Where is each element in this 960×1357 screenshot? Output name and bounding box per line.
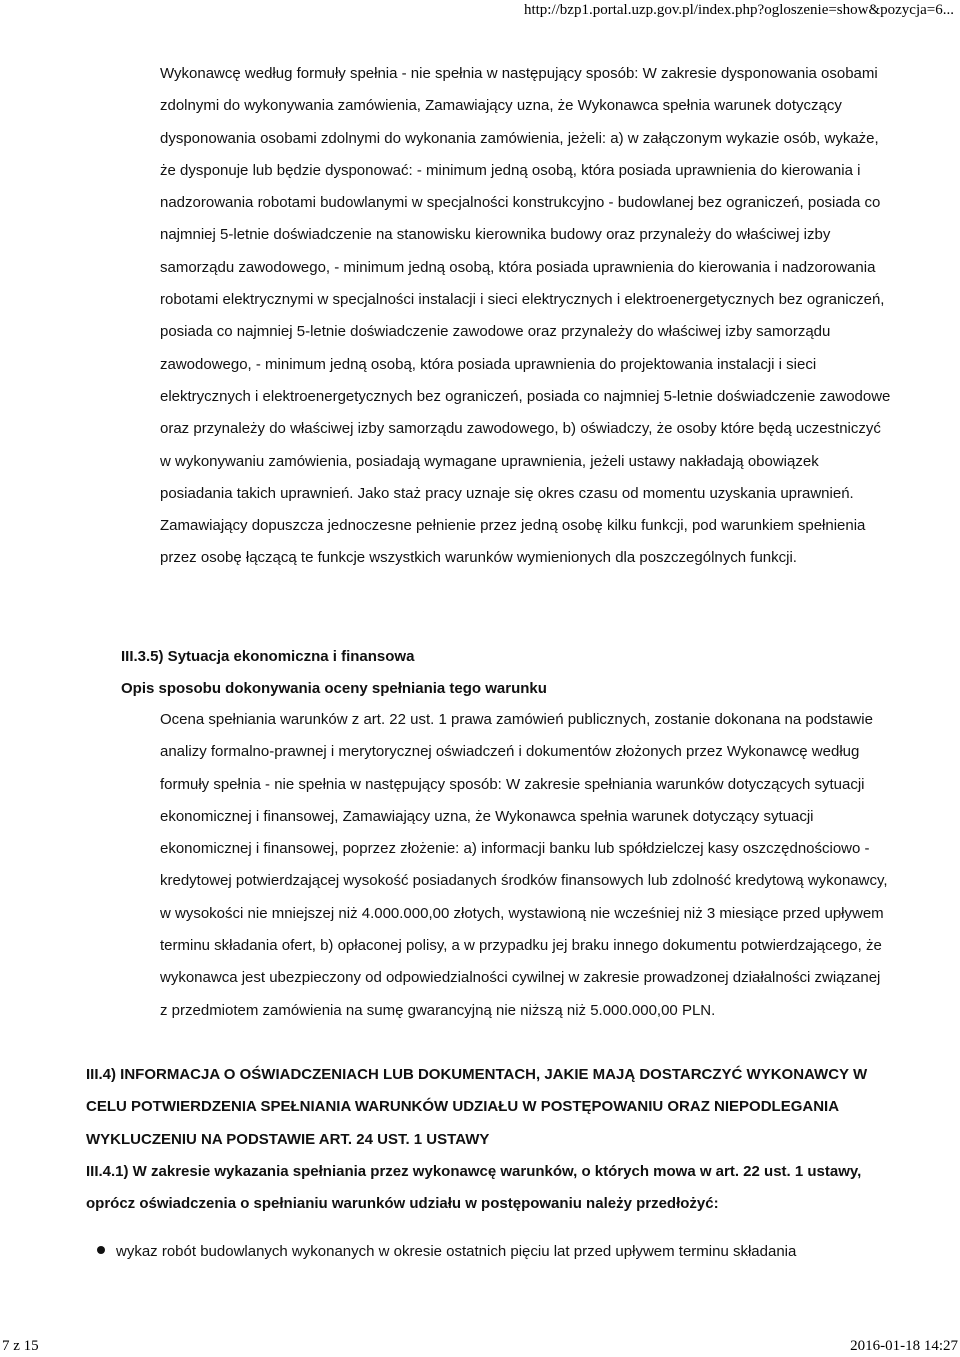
subsection-heading-documents: III.4.1) W zakresie wykazania spełniania przez wykonawcę warunków, o których mowa w art. 22 ust. 1 ustawy, oprócz oświadczenia o spełnianiu warunków udziału w postępowaniu należy przedłożyć: — [86, 1163, 862, 1213]
section-subheading-assessment: Opis sposobu dokonywania oceny spełniania tego warunku — [121, 680, 547, 697]
section-heading-economic: III.3.5) Sytuacja ekonomiczna i finansowa — [121, 648, 415, 665]
page-number: 7 z 15 — [2, 1338, 39, 1354]
paragraph-economic-conditions: Ocena spełniania warunków z art. 22 ust. 1 prawa zamówień publicznych, zostanie dokonana na podstawie analizy formalno-prawnej i merytorycznej oświadczeń i dokumentów złożonych przez Wykonawcę według formuły spełnia - nie spełnia w następujący sposób: W zakresie spełniania warunków dotyczących sytuacji ekonomicznej i finansowej, Zamawiający uzna, że Wykonawca spełnia warunek dotyczący sytuacji ekonomicznej i finansowej, poprzez złożenie: a) informacji banku lub spółdzielczej kasy oszczędnościowo - kredytowej potwierdzającej wysokość posiadanych środków finansowych lub zdolność kredytową wykonawcy, w wysokości nie mniejszej niż 4.000.000,00 złotych, wystawioną nie wcześniej niż 3 miesiące przed upływem terminu składania ofert, b) opłaconej polisy, a w przypadku jej braku innego dokumentu potwierdzającego, że wykonawca jest ubezpieczony od odpowiedzialności cywilnej w zakresie prowadzonej działalności związanej z przedmiotem zamówienia na sumę gwarancyjną nie niższą niż 5.000.000,00 PLN. — [160, 711, 888, 1019]
list-item: wykaz robót budowlanych wykonanych w okresie ostatnich pięciu lat przed upływem terminu składania — [116, 1243, 797, 1260]
bullet-marker — [97, 1246, 105, 1254]
section-heading-documents: III.4) INFORMACJA O OŚWIADCZENIACH LUB DOKUMENTACH, JAKIE MAJĄ DOSTARCZYĆ WYKONAWCY W CELU POTWIERDZENIA SPEŁNIANIA WARUNKÓW UDZIAŁU W POSTĘPOWANIU ORAZ NIEPODLEGANIA WYKLUCZENIU NA PODSTAWIE ART. 24 UST. 1 USTAWY — [86, 1066, 868, 1148]
paragraph-personnel-conditions: Wykonawcę według formuły spełnia - nie spełnia w następujący sposób: W zakresie dysponowania osobami zdolnymi do wykonywania zamówienia, Zamawiający uzna, że Wykonawca spełnia warunek dotyczący dysponowania osobami zdolnymi do wykonania zamówienia, jeżeli: a) w załączonym wykazie osób, wykaże, że dysponuje lub będzie dysponować: - minimum jedną osobą, która posiada uprawnienia do kierowania i nadzorowania robotami budowlanymi w specjalności konstrukcyjno - budowlanej bez ograniczeń, posiada co najmniej 5-letnie doświadczenie na stanowisku kierownika budowy oraz przynależy do właściwej izby samorządu zawodowego, - minimum jedną osobą, która posiada uprawnienia do kierowania i nadzorowania robotami elektrycznymi w specjalności instalacji i sieci elektrycznych i elektroenergetycznych bez ograniczeń, posiada co najmniej 5-letnie doświadczenie zawodowe oraz przynależy do właściwej izby samorządu zawodowego, - minimum jedną osobą, która posiada uprawnienia do projektowania instalacji i sieci elektrycznych i elektroenergetycznych bez ograniczeń, posiada co najmniej 5-letnie doświadczenie zawodowe oraz przynależy do właściwej izby samorządu zawodowego, b) oświadczy, że osoby które będą uczestniczyć w wykonywaniu zamówienia, posiadają wymagane uprawnienia, jeżeli ustawy nakładają obowiązek posiadania takich uprawnień. Jako staż pracy uznaje się okres czasu od momentu uzyskania uprawnień. Zamawiający dopuszcza jednoczesne pełnienie przez jedną osobę kilku funkcji, pod warunkiem spełnienia przez osobę łączącą te funkcje wszystkich warunków wymienionych dla poszczególnych funkcji. — [160, 65, 891, 567]
print-datetime: 2016-01-18 14:27 — [850, 1338, 958, 1354]
page-url: http://bzp1.portal.uzp.gov.pl/index.php?ogloszenie=show&pozycja=6... — [523, 2, 954, 18]
